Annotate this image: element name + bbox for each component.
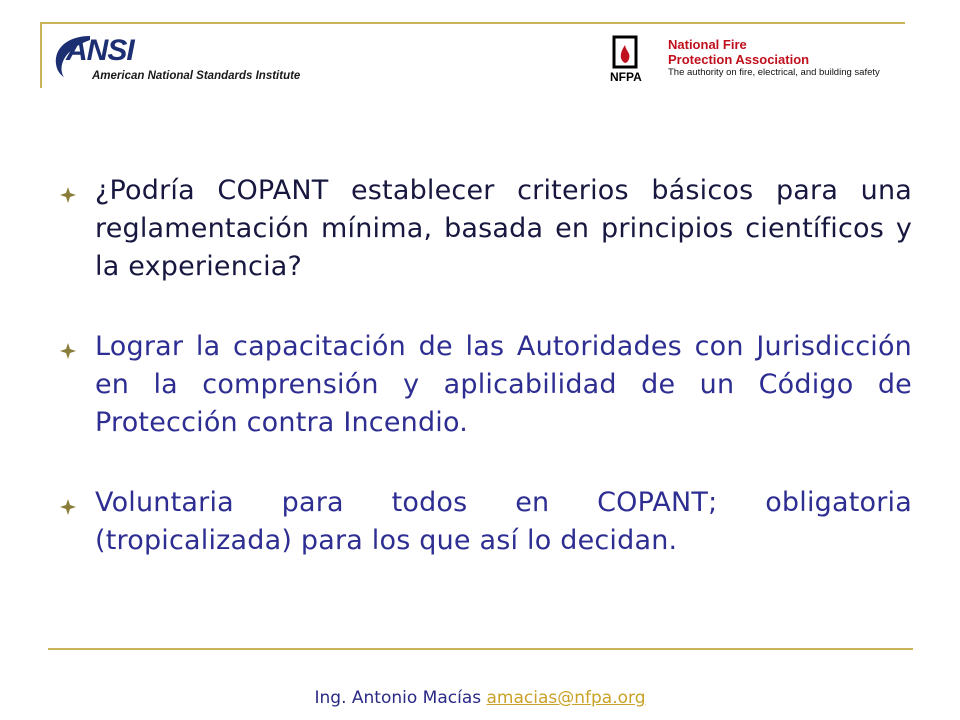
list-item <box>60 328 912 442</box>
ansi-full-name: American National Standards Institute <box>92 70 301 82</box>
list-item <box>60 484 912 560</box>
four-point-star-icon <box>60 187 76 203</box>
bullet-list <box>60 172 912 602</box>
bullet-text: ¿Podría COPANT establecer criterios básicos para una reglamentación mínima, basada en principios científicos y la experiencia? <box>95 175 912 282</box>
ansi-logo <box>50 30 320 86</box>
nfpa-logo <box>610 35 910 87</box>
list-item <box>60 172 912 286</box>
nfpa-flame-icon <box>610 35 660 85</box>
nfpa-acronym: NFPA <box>610 70 642 84</box>
nfpa-name-line1: National Fire <box>668 37 747 52</box>
footer <box>0 688 960 708</box>
ansi-acronym: ANSI <box>66 34 134 67</box>
footer-author: Ing. Antonio Macías <box>314 688 482 708</box>
left-divider <box>40 22 42 88</box>
bullet-text: Lograr la capacitación de las Autoridades con Jurisdicción en la comprensión y aplicabilidad de un Código de Protección contra Incendio. <box>95 331 912 438</box>
nfpa-name-line2: Protection Association <box>668 52 810 67</box>
nfpa-name <box>668 37 809 67</box>
nfpa-tagline: The authority on fire, electrical, and building safety <box>668 67 880 78</box>
four-point-star-icon <box>60 499 76 515</box>
four-point-star-icon <box>60 343 76 359</box>
top-divider <box>40 22 905 24</box>
bottom-divider <box>48 648 913 650</box>
bullet-text: Voluntaria para todos en COPANT; obligatoria (tropicalizada) para los que así lo decidan. <box>95 487 912 556</box>
email-link[interactable]: amacias@nfpa.org <box>486 688 646 708</box>
